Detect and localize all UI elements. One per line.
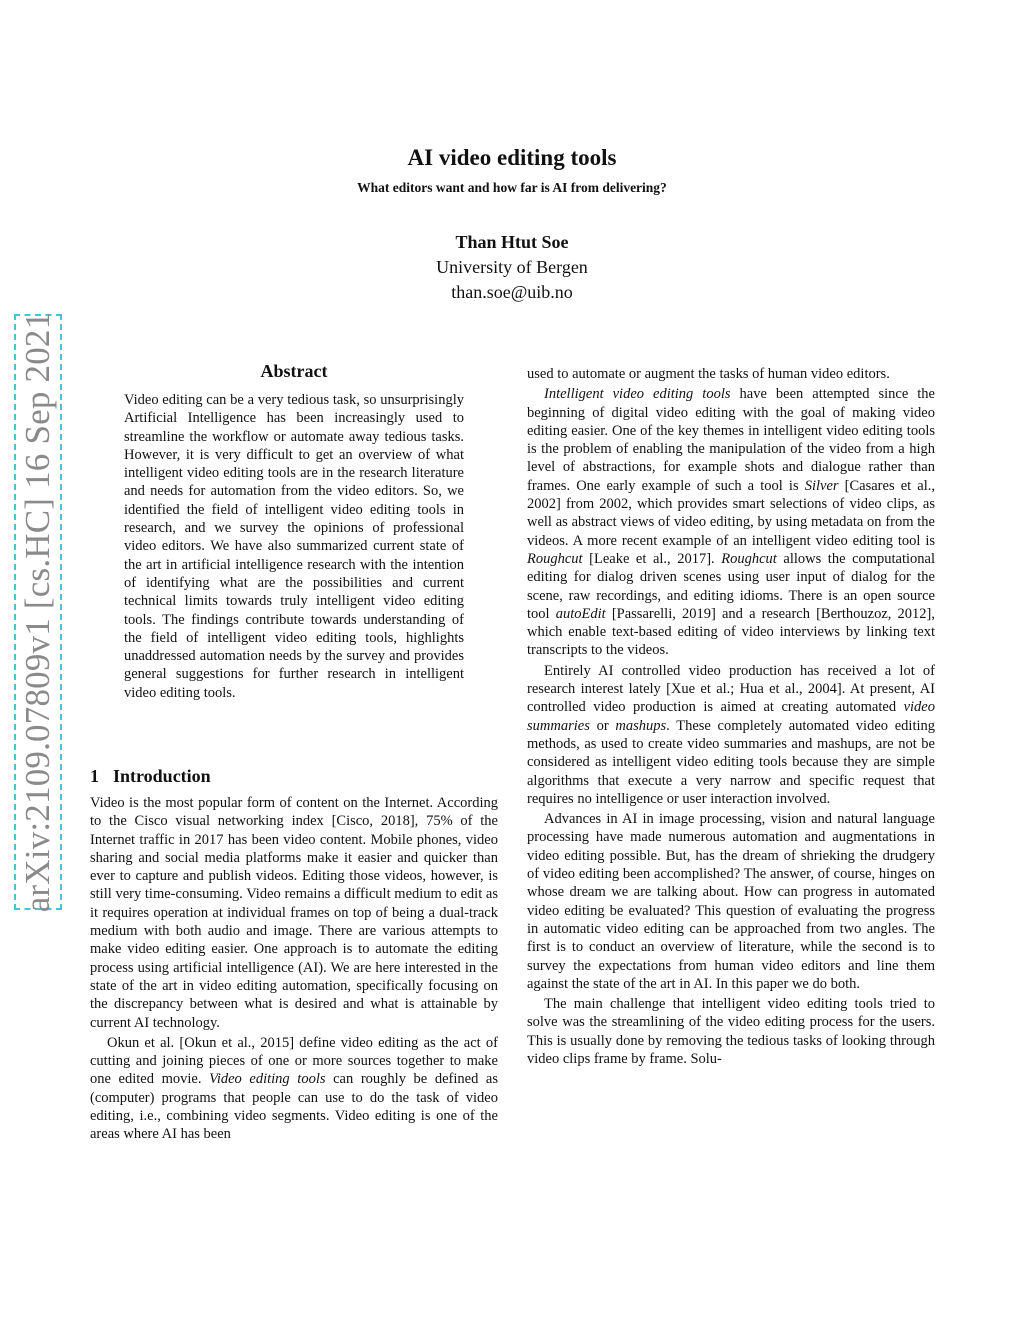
paper-subtitle: What editors want and how far is AI from delivering?: [357, 180, 667, 195]
abstract-body: [124, 391, 464, 702]
arxiv-identifier: arXiv:2109.07809v1 [cs.HC] 16 Sep 2021: [18, 311, 57, 913]
author-affiliation: University of Bergen: [436, 257, 588, 277]
intro-paragraph-2: Okun et al. [Okun et al., 2015] define video editing as the act of cutting and joining pieces of one or more sources together to make one edited movie. Video editing tools can roughly be defined as (computer) programs that people can use to do the task of video editing, i.e., combining video segments. Video editing is one of the areas where AI has been: [90, 1034, 499, 1143]
right-paragraph-1: used to automate or augment the tasks of human video editors.: [527, 366, 890, 382]
section-heading-introduction: [90, 766, 211, 787]
introduction-body: [90, 794, 498, 1144]
abstract-heading: Abstract: [260, 361, 328, 381]
right-paragraph-2: Intelligent video editing tools have been attempted since the beginning of digital video editing with the goal of making video editing easier. One of the key themes in intelligent video editing tools is the problem of enabling the manipulation of the video from a high level of abstractions, for example shots and dialogue rather than frames. One early example of such a tool is Silver [Casares et al., 2002] from 2002, which provides smart selections of video clips, as well as abstract views of video editing, by using metadata on from the videos. A more recent example of an intelligent video editing tool is Roughcut [Leake et al., 2017]. Roughcut allows the computational editing for dialog driven scenes using user input of dialog for the scene, raw recordings, and editing idioms. There is an open source tool autoEdit [Passarelli, 2019] and a research [Berthouzoz, 2012], which enable text-based editing of video interviews by linking text transcripts to the videos.: [527, 386, 936, 659]
right-paragraph-3: Entirely AI controlled video production has received a lot of research interest lately [Xue et al.; Hua et al., 2004]. At present, AI controlled video production is aimed at creating automated video summaries or mashups. These completely automated video editing methods, as used to create video summaries and mashups, are not be considered as intelligent video editing tools because they are simple algorithms that execute a very narrow and specific request that requires no intelligence or user interaction involved.: [527, 662, 935, 807]
right-column-body: [527, 365, 935, 1068]
right-paragraph-4: Advances in AI in image processing, vision and natural language processing have made numerous automation and augmentations in video editing possible. But, has the dream of shrieking the drudgery of video editing been accomplished? The answer, of course, hinges on whose dream we are talking about. How can progress in automated video editing be evaluated? This question of evaluating the progress in automatic video editing can be approached from two angles. The first is to conduct an overview of literature, while the second is to survey the expectations from human video editors and line them against the state of the art in AI. In this paper we do both.: [527, 811, 935, 992]
right-paragraph-5: The main challenge that intelligent video editing tools tried to solve was the streamlining of the video editing process for the users. This is usually done by removing the tedious tasks of looking through video clips frame by frame. Solu-: [527, 996, 935, 1067]
intro-paragraph-1: Video is the most popular form of content on the Internet. According to the Cisco visual networking index [Cisco, 2018], 75% of the Internet traffic in 2017 has been video content. Mobile phones, video sharing and social media platforms make it easier and quicker than ever to capture and publish videos. Editing those videos, however, is still very time-consuming. Video remains a difficult medium to edit as it requires operation at individual frames on top of being a dual-track medium with both audio and image. There are various attempts to make video editing easier. One approach is to automate the editing process using artificial intelligence (AI). We are here interested in the state of the art in video editing automation, specifically focusing on the discrepancy between what is desired and what is attainable by current AI technology.: [90, 795, 498, 1031]
author-name: Than Htut Soe: [455, 232, 569, 252]
author-email: than.soe@uib.no: [451, 282, 573, 302]
section-number: 1: [90, 766, 99, 786]
arxiv-stamp: [14, 311, 62, 913]
paper-title: AI video editing tools: [407, 145, 617, 170]
abstract-text: Video editing can be a very tedious task, so unsurprisingly Artificial Intelligence has been increasingly used to streamline the workflow or automate away tedious tasks. However, it is very difficult to get an overview of what intelligent video editing tools are in the research literature and needs for automation from the video editors. So, we identified the field of intelligent video editing tools in research, and we survey the opinions of professional video editors. We have also summarized current state of the art in artificial intelligence research with the intention of identifying what are the possibilities and current technical limits towards truly intelligent video editing tools. The findings contribute towards understanding of the field of intelligent video editing tools, highlights unaddressed automation needs by the survey and provides general suggestions for further research in intelligent video editing tools.: [124, 392, 464, 701]
section-title: Introduction: [113, 766, 211, 786]
